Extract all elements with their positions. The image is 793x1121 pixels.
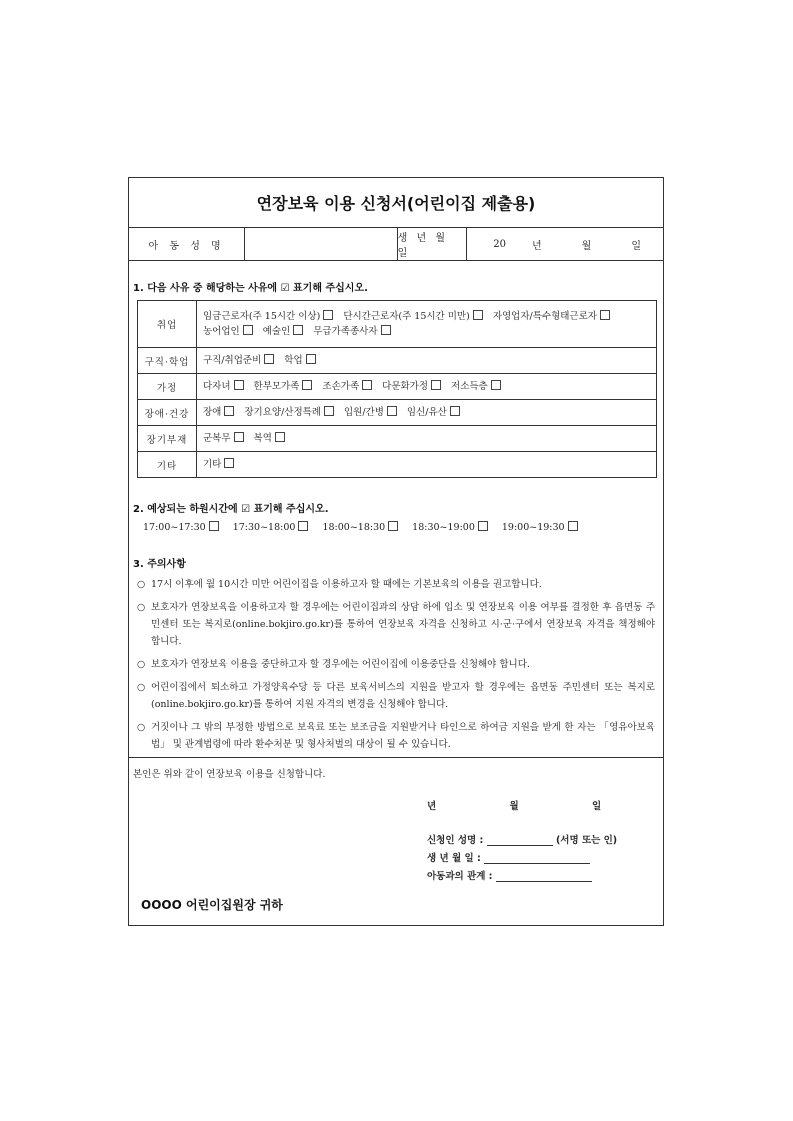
birth-date-field[interactable]	[467, 228, 663, 260]
checkbox[interactable]	[362, 380, 372, 390]
reason-option[interactable]	[254, 433, 285, 444]
applicant-birth-field[interactable]	[484, 853, 590, 864]
time-option-label: 17:00~17:30	[143, 522, 206, 533]
checkbox[interactable]	[243, 325, 253, 335]
reason-option[interactable]	[203, 355, 274, 366]
checkbox[interactable]	[323, 310, 333, 320]
bullet-circle-icon: ○	[137, 602, 146, 613]
reason-option-label: 다문화가정	[382, 381, 429, 392]
checkbox[interactable]	[388, 521, 398, 531]
reasons-table	[137, 300, 657, 478]
reason-category-label: 구직·학업	[138, 348, 197, 374]
child-name-field[interactable]	[245, 228, 397, 260]
checkbox[interactable]	[473, 310, 483, 320]
form-title: 연장보육 이용 신청서(어린이집 제출용)	[129, 178, 663, 228]
reason-option-label: 장애	[203, 407, 222, 418]
bullet-circle-icon: ○	[137, 682, 146, 693]
reason-option-label: 저소득층	[451, 381, 488, 392]
reason-row	[138, 452, 657, 478]
reason-row	[138, 374, 657, 400]
checkbox[interactable]	[387, 406, 397, 416]
reason-option-label: 군복무	[203, 433, 231, 444]
applicant-birth-label: 생 년 월 일 :	[427, 853, 481, 864]
checkbox[interactable]	[478, 521, 488, 531]
reason-option[interactable]	[203, 433, 244, 444]
relation-row	[427, 868, 592, 882]
pickup-time-options	[129, 521, 663, 533]
checkbox[interactable]	[491, 380, 501, 390]
reason-category-label: 장애·건강	[138, 400, 197, 426]
time-option[interactable]	[233, 522, 309, 533]
reason-option-label: 학업	[284, 355, 303, 366]
note-text: 어린이집에서 퇴소하고 가정양육수당 등 다른 보육서비스의 지원을 받고자 할 경우에는 읍면동 주민센터 또는 복지로(online.bokjiro.go.kr)를 통하여 지원 자격의 변경을 신청해야 합니다.	[151, 682, 655, 710]
checkbox[interactable]	[275, 432, 285, 442]
checkbox[interactable]	[381, 325, 391, 335]
reason-option[interactable]	[244, 407, 334, 418]
reason-option-label: 기타	[203, 459, 222, 470]
checkbox[interactable]	[264, 354, 274, 364]
sign-month: 월	[509, 801, 519, 812]
applicant-name-row	[427, 832, 617, 846]
reason-option[interactable]	[284, 355, 315, 366]
relation-field[interactable]	[496, 871, 592, 882]
reason-option-label: 구직/취업준비	[203, 355, 262, 366]
checkbox[interactable]	[209, 521, 219, 531]
bullet-circle-icon: ○	[137, 579, 146, 590]
reason-options	[197, 452, 657, 478]
reason-category-label: 장기부재	[138, 426, 197, 452]
reason-option[interactable]	[203, 459, 234, 470]
time-option-label: 18:00~18:30	[322, 522, 386, 533]
birth-year-prefix: 20	[493, 238, 506, 250]
checkbox[interactable]	[224, 458, 234, 468]
reason-row	[138, 348, 657, 374]
reason-option[interactable]	[343, 311, 483, 322]
reason-category-label: 가정	[138, 374, 197, 400]
checkbox[interactable]	[568, 521, 578, 531]
year-word: 년	[531, 240, 542, 252]
signature-note: (서명 또는 인)	[555, 835, 618, 846]
applicant-name-field[interactable]	[487, 835, 553, 846]
note-text: 보호자가 연장보육 이용을 중단하고자 할 경우에는 어린이집에 이용중단을 신청해야 합니다.	[151, 659, 530, 670]
checkbox[interactable]	[234, 432, 244, 442]
applicant-name-label: 신청인 성명 :	[427, 835, 484, 846]
section1-title: 1. 다음 사유 중 해당하는 사유에 ☑ 표기해 주십시오.	[133, 283, 368, 294]
child-name-label: 아 동 성 명	[129, 228, 245, 260]
time-option-label: 18:30~19:00	[412, 522, 475, 533]
reason-category-label: 기타	[138, 452, 197, 478]
checkbox[interactable]	[324, 406, 334, 416]
sign-year: 년	[427, 801, 437, 812]
reason-option-label: 자영업자/특수형태근로자	[492, 311, 597, 322]
reason-option[interactable]	[263, 326, 304, 337]
reason-option[interactable]	[203, 381, 244, 392]
reason-option[interactable]	[407, 407, 460, 418]
reason-option[interactable]	[254, 381, 313, 392]
time-option-label: 17:30~18:00	[232, 522, 296, 533]
reason-options	[197, 426, 657, 452]
reason-options	[197, 374, 657, 400]
reason-options	[197, 400, 657, 426]
reason-option-label: 농어업인	[203, 326, 240, 337]
checkbox[interactable]	[600, 310, 610, 320]
reason-option-label: 한부모가족	[253, 381, 300, 392]
reason-option[interactable]	[203, 326, 253, 337]
checkbox[interactable]	[224, 406, 234, 416]
time-option[interactable]	[502, 522, 578, 533]
note-text: 17시 이후에 월 10시간 미만 어린이집을 이용하고자 할 때에는 기본보육의 이용을 권고합니다.	[151, 579, 542, 590]
time-option-label: 19:00~19:30	[501, 522, 565, 533]
reason-options	[197, 301, 657, 348]
relation-label: 아동과의 관계 :	[427, 871, 493, 882]
sign-day: 일	[592, 801, 602, 812]
sign-date-row	[427, 798, 601, 812]
reason-row	[138, 400, 657, 426]
birth-date-label: 생 년 월 일	[398, 228, 468, 260]
reason-option-label: 조손가족	[322, 381, 360, 392]
bullet-circle-icon: ○	[137, 722, 146, 733]
checkbox[interactable]	[293, 325, 303, 335]
bullet-circle-icon: ○	[137, 659, 146, 670]
applicant-birth-row	[427, 850, 590, 864]
checkbox[interactable]	[306, 354, 316, 364]
section2-title: 2. 예상되는 하원시간에 ☑ 표기해 주십시오.	[133, 504, 329, 515]
checkbox[interactable]	[450, 406, 460, 416]
reason-option-label: 예술인	[262, 326, 291, 337]
reason-option[interactable]	[322, 381, 372, 392]
checkbox[interactable]	[302, 380, 312, 390]
reason-option[interactable]	[203, 407, 234, 418]
reason-option[interactable]	[493, 311, 610, 322]
note-text: 보호자가 연장보육을 이용하고자 할 경우에는 어린이집과의 상담 하에 입소 및 연장보육 이용 여부를 결정한 후 읍면동 주민센터 또는 복지로(online.bokjiro.go.kr)를 통하여 연장보육 자격을 신청하고 시·군·구에서 연장보육 자격을 책정해야 합니다.	[151, 602, 655, 647]
checkbox[interactable]	[298, 521, 308, 531]
reason-option-label: 임신/유산	[406, 407, 447, 418]
note-item	[137, 656, 655, 673]
day-word: 일	[631, 240, 641, 252]
note-text: 거짓이나 그 밖의 부정한 방법으로 보육료 또는 보조금을 지원받거나 타인으로 하여금 지원을 받게 한 자는 「영유아보육법」 및 관계법령에 따라 환수처분 및 형사처벌의 대상이 될 수 있습니다.	[151, 722, 655, 750]
recipient-footer: OOOO 어린이집원장 귀하	[141, 898, 283, 912]
notes-list	[129, 576, 663, 753]
reason-option[interactable]	[451, 381, 501, 392]
note-item	[137, 719, 655, 753]
checkbox[interactable]	[431, 380, 441, 390]
reason-option-label: 단시간근로자(주 15시간 미만)	[343, 311, 470, 322]
application-form	[128, 177, 664, 926]
reason-option-label: 임금근로자(주 15시간 이상)	[203, 311, 321, 322]
reason-option[interactable]	[203, 311, 333, 322]
reason-option-label: 장기요양/산정특례	[244, 407, 321, 418]
reason-option[interactable]	[382, 381, 441, 392]
child-info-row	[129, 228, 663, 261]
note-item	[137, 599, 655, 650]
reason-option[interactable]	[313, 326, 390, 337]
time-option[interactable]	[143, 522, 219, 533]
reason-option-label: 다자녀	[203, 381, 231, 392]
reason-row	[138, 426, 657, 452]
time-option[interactable]	[412, 522, 488, 533]
month-word: 월	[581, 240, 592, 252]
reason-option-label: 복역	[253, 433, 272, 444]
reason-option-label: 무급가족종사자	[313, 326, 378, 337]
note-item	[137, 576, 655, 593]
section3-title: 3. 주의사항	[133, 559, 186, 570]
reason-row	[138, 301, 657, 348]
reason-option[interactable]	[344, 407, 397, 418]
reason-option-label: 입원/간병	[343, 407, 384, 418]
reason-options	[197, 348, 657, 374]
note-item	[137, 679, 655, 713]
time-option[interactable]	[322, 522, 398, 533]
reason-category-label: 취업	[138, 301, 197, 348]
checkbox[interactable]	[234, 380, 244, 390]
agreement-text: 본인은 위와 같이 연장보육 이용을 신청합니다.	[133, 769, 326, 780]
